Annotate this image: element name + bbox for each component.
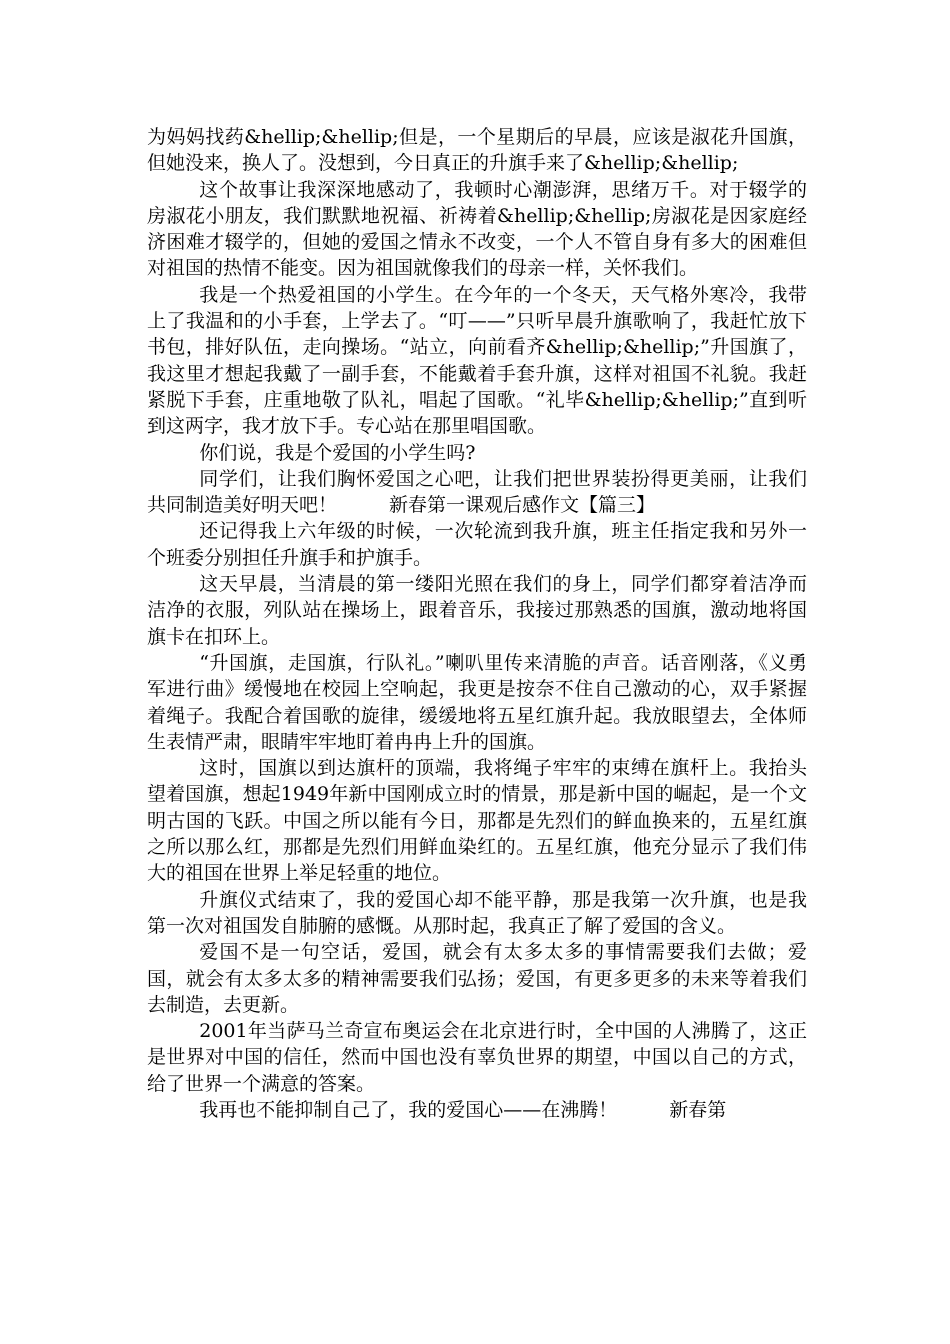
paragraph <box>147 1018 807 1097</box>
paragraph <box>147 282 807 440</box>
paragraph-text: 这个故事让我深深地感动了，我顿时心潮澎湃，思绪万千。对于辍学的房淑花小朋友，我们默默地祝福、祈祷着&hellip;&hellip;房淑花是因家庭经济困难才辍学的，但她的爱国之情永不改变，一个人不管自身有多大的困难但对祖国的热情不能变。因为祖国就像我们的母亲一样，关怀我们。 <box>147 178 807 280</box>
paragraph <box>147 177 807 282</box>
paragraph <box>147 571 807 650</box>
paragraph-text: 这时，国旗以到达旗杆的顶端，我将绳子牢牢的束缚在旗杆上。我抬头望着国旗，想起1949年新中国刚成立时的情景，那是新中国的崛起，是一个文明古国的飞跃。中国之所以能有今日，那都是先烈们的鲜血换来的，五星红旗之所以那么红，那都是先烈们用鲜血染红的。五星红旗，他充分显示了我们伟大的祖国在世界上举足轻重的地位。 <box>147 757 807 885</box>
paragraph-text: 爱国不是一句空话，爱国，就会有太多太多的事情需要我们去做；爱国，就会有太多太多的精神需要我们弘扬；爱国，有更多更多的未来等着我们去制造，去更新。 <box>147 941 807 1016</box>
paragraph <box>147 755 807 886</box>
paragraph <box>147 1097 807 1123</box>
paragraph-text: 同学们，让我们胸怀爱国之心吧，让我们把世界装扮得更美丽，让我们共同制造美好明天吧！ <box>147 467 807 517</box>
section-heading: 新春第一课观后感作文【篇三】 <box>389 494 656 517</box>
paragraph-text: 还记得我上六年级的时候，一次轮流到我升旗，班主任指定我和另外一个班委分别担任升旗手和护旗手。 <box>147 520 807 569</box>
paragraph-text: 升旗仪式结束了，我的爱国心却不能平静，那是我第一次升旗，也是我第一次对祖国发自肺腑的感慨。从那时起，我真正了解了爱国的含义。 <box>147 888 807 937</box>
paragraph-text: 你们说，我是个爱国的小学生吗? <box>199 441 476 464</box>
section-heading-fragment: 新春第 <box>669 1098 727 1121</box>
paragraph-text: 我是一个热爱祖国的小学生。在今年的一个冬天，天气格外寒冷，我带上了我温和的小手套，上学去了。“叮——”只听早晨升旗歌响了，我赶忙放下书包，排好队伍，走向操场。“站立，向前看齐&hellip;&hellip;”升国旗了，我这里才想起我戴了一副手套，不能戴着手套升旗，这样对祖国不礼貌。我赶紧脱下手套，庄重地敬了队礼，唱起了国歌。“礼毕&hellip;&hellip;”直到听到这两字，我才放下手。专心站在那里唱国歌。 <box>147 283 807 438</box>
paragraph <box>147 440 807 466</box>
paragraph-text: 这天早晨，当清晨的第一缕阳光照在我们的身上，同学们都穿着洁净而洁净的衣服，列队站在操场上，跟着音乐，我接过那熟悉的国旗，激动地将国旗卡在扣环上。 <box>147 573 807 648</box>
paragraph <box>147 124 807 177</box>
paragraph <box>147 887 807 940</box>
paragraph-text: 我再也不能抑制自己了，我的爱国心——在沸腾！ <box>199 1098 618 1121</box>
paragraph <box>147 518 807 571</box>
paragraph <box>147 466 807 519</box>
paragraph-text: 为妈妈找药&hellip;&hellip;但是，一个星期后的早晨，应该是淑花升国旗，但她没来，换人了。没想到，今日真正的升旗手来了&hellip;&hellip; <box>147 126 807 175</box>
paragraph <box>147 650 807 755</box>
paragraph-text: “升国旗，走国旗，行队礼。”喇叭里传来清脆的声音。话音刚落，《义勇军进行曲》缓慢地在校园上空响起，我更是按奈不住自己激动的心，双手紧握着绳子。我配合着国歌的旋律，缓缓地将五星红旗升起。我放眼望去，全体师生表情严肃，眼睛牢牢地盯着冉冉上升的国旗。 <box>147 651 807 753</box>
paragraph <box>147 939 807 1018</box>
document-page <box>147 124 807 1123</box>
paragraph-text: 2001年当萨马兰奇宣布奥运会在北京进行时，全中国的人沸腾了，这正是世界对中国的信任，然而中国也没有辜负世界的期望，中国以自己的方式，给了世界一个满意的答案。 <box>147 1020 807 1095</box>
